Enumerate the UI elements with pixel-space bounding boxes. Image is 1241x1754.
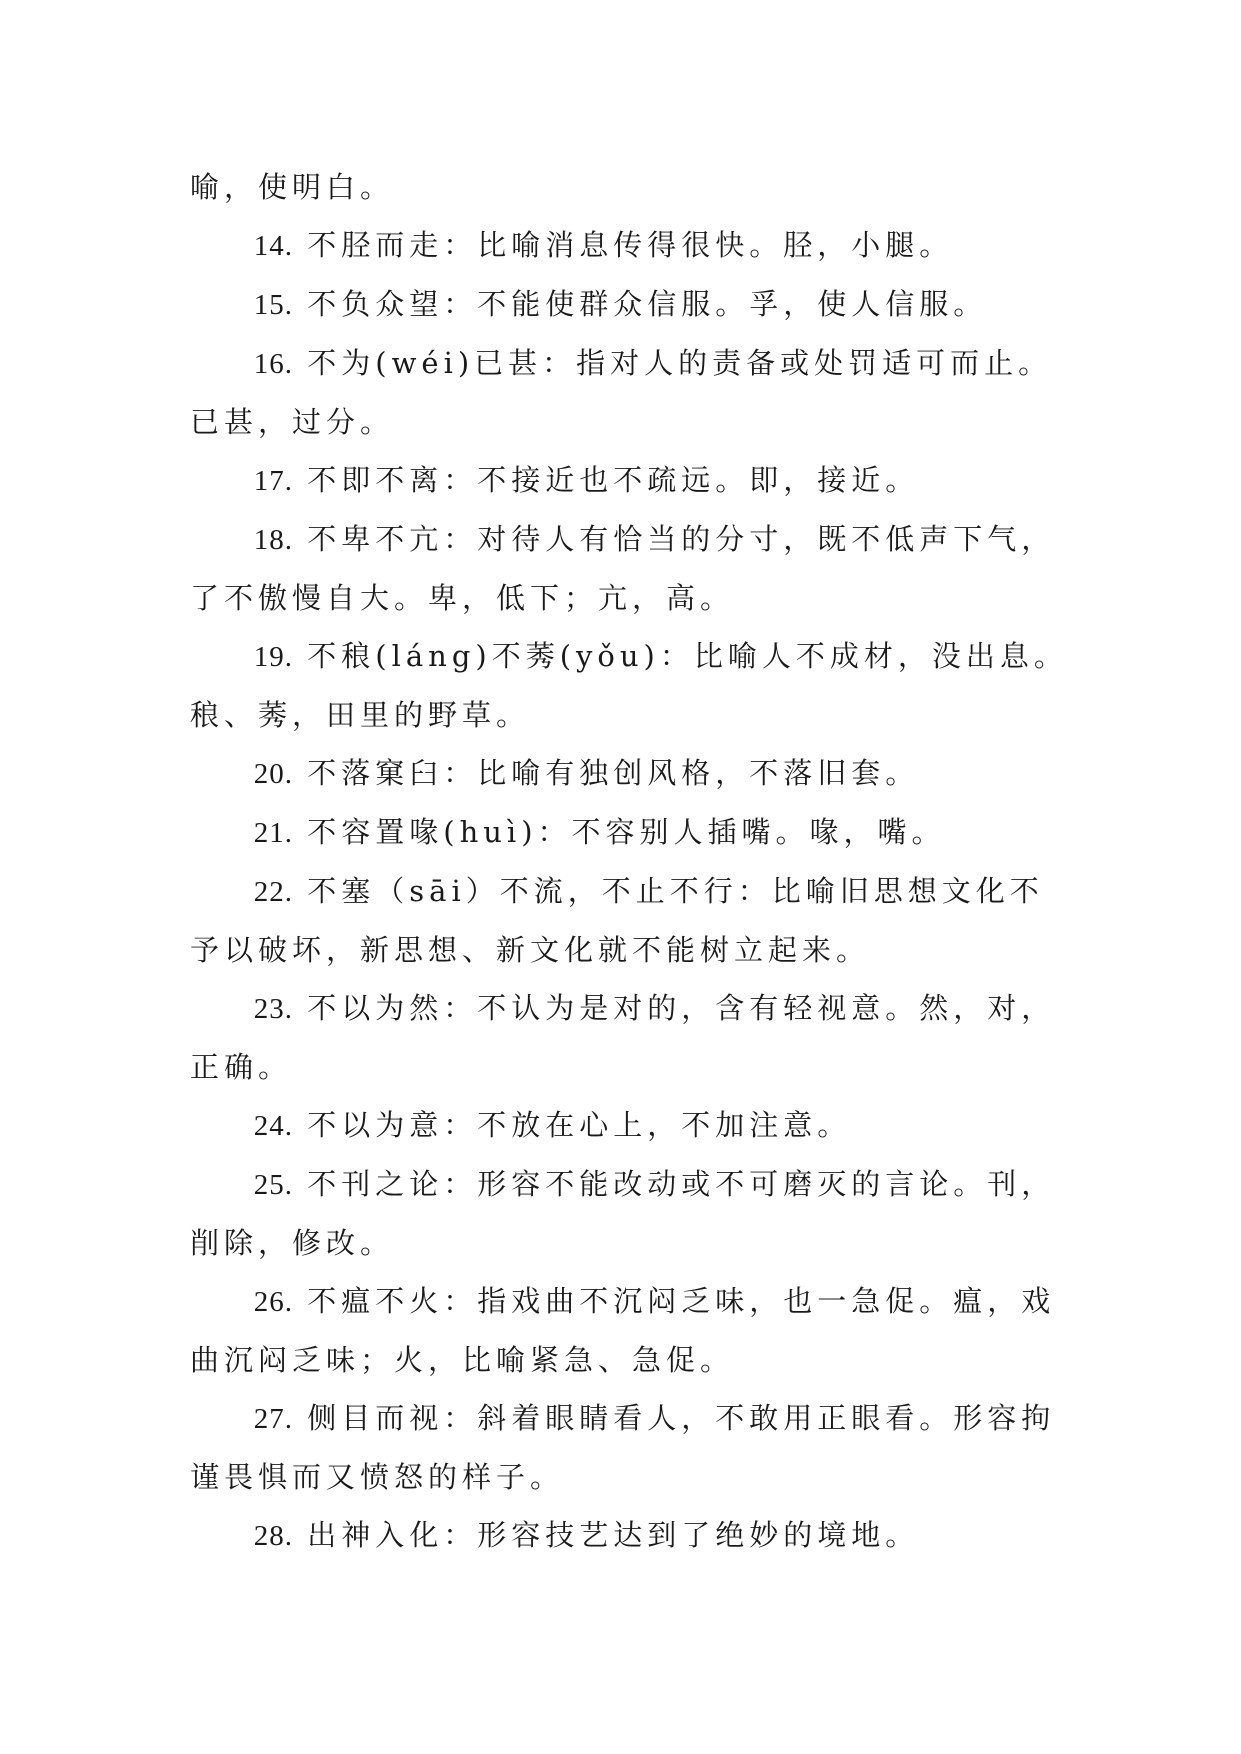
entry-text: 出神入化：形容技艺达到了绝妙的境地。 (307, 1518, 920, 1552)
entry-13-continuation (190, 158, 1070, 216)
entry-number: 24. (253, 1110, 294, 1142)
entry-15 (190, 275, 1070, 334)
entry-text: 不刊之论：形容不能改动或不可磨灭的言论。刊，削除，修改。 (190, 1167, 1056, 1260)
entry-number: 17. (253, 465, 294, 497)
entry-text: 不为(wéi)已甚：指对人的责备或处罚适可而止。已甚，过分。 (190, 346, 1053, 439)
entry-number: 28. (253, 1520, 294, 1552)
entry-text: 不瘟不火：指戏曲不沉闷乏味，也一急促。瘟，戏曲沉闷乏味；火，比喻紧急、急促。 (190, 1284, 1056, 1377)
entry-number: 15. (253, 289, 294, 321)
entry-number: 16. (253, 348, 294, 380)
entry-16 (190, 334, 1070, 451)
entry-number: 20. (253, 758, 294, 790)
entry-number: 23. (253, 993, 294, 1025)
entry-number: 22. (253, 876, 294, 908)
entry-22 (190, 862, 1070, 979)
entry-text: 不稂(láng)不莠(yǒu)：比喻人不成材，没出息。稂、莠，田里的野草。 (190, 639, 1068, 732)
entry-20 (190, 744, 1070, 803)
entry-text: 侧目而视：斜着眼睛看人，不敢用正眼看。形容拘谨畏惧而又愤怒的样子。 (190, 1401, 1056, 1494)
entry-number: 18. (253, 524, 294, 556)
entry-text: 不落窠臼：比喻有独创风格，不落旧套。 (307, 756, 920, 790)
entry-26 (190, 1272, 1070, 1389)
entry-number: 25. (253, 1169, 294, 1201)
entry-23 (190, 979, 1070, 1096)
entry-21 (190, 803, 1070, 862)
entry-number: 26. (253, 1286, 294, 1318)
entry-text: 喻，使明白。 (190, 170, 395, 204)
entry-27 (190, 1389, 1070, 1506)
entry-14 (190, 216, 1070, 275)
entry-text: 不以为意：不放在心上，不加注意。 (307, 1108, 852, 1142)
entry-text: 不以为然：不认为是对的，含有轻视意。然，对，正确。 (190, 991, 1056, 1084)
entry-text: 不负众望：不能使群众信服。孚，使人信服。 (307, 287, 988, 321)
entry-number: 19. (253, 641, 294, 673)
entry-text: 不容置喙(huì)：不容别人插嘴。喙，嘴。 (307, 815, 946, 849)
entry-number: 21. (253, 817, 294, 849)
entry-25 (190, 1155, 1070, 1272)
entry-18 (190, 510, 1070, 627)
entry-number: 27. (253, 1403, 294, 1435)
idiom-list (190, 158, 1070, 1565)
entry-19 (190, 627, 1070, 744)
entry-24 (190, 1096, 1070, 1155)
entry-text: 不卑不亢：对待人有恰当的分寸，既不低声下气，了不傲慢自大。卑，低下；亢，高。 (190, 522, 1056, 615)
entry-text: 不胫而走：比喻消息传得很快。胫，小腿。 (307, 228, 954, 262)
entry-text: 不即不离：不接近也不疏远。即，接近。 (307, 463, 920, 497)
entry-17 (190, 451, 1070, 510)
entry-text: 不塞（sāi）不流，不止不行：比喻旧思想文化不予以破坏，新思想、新文化就不能树立起来。 (190, 874, 1044, 967)
entry-28 (190, 1506, 1070, 1565)
entry-number: 14. (253, 230, 294, 262)
